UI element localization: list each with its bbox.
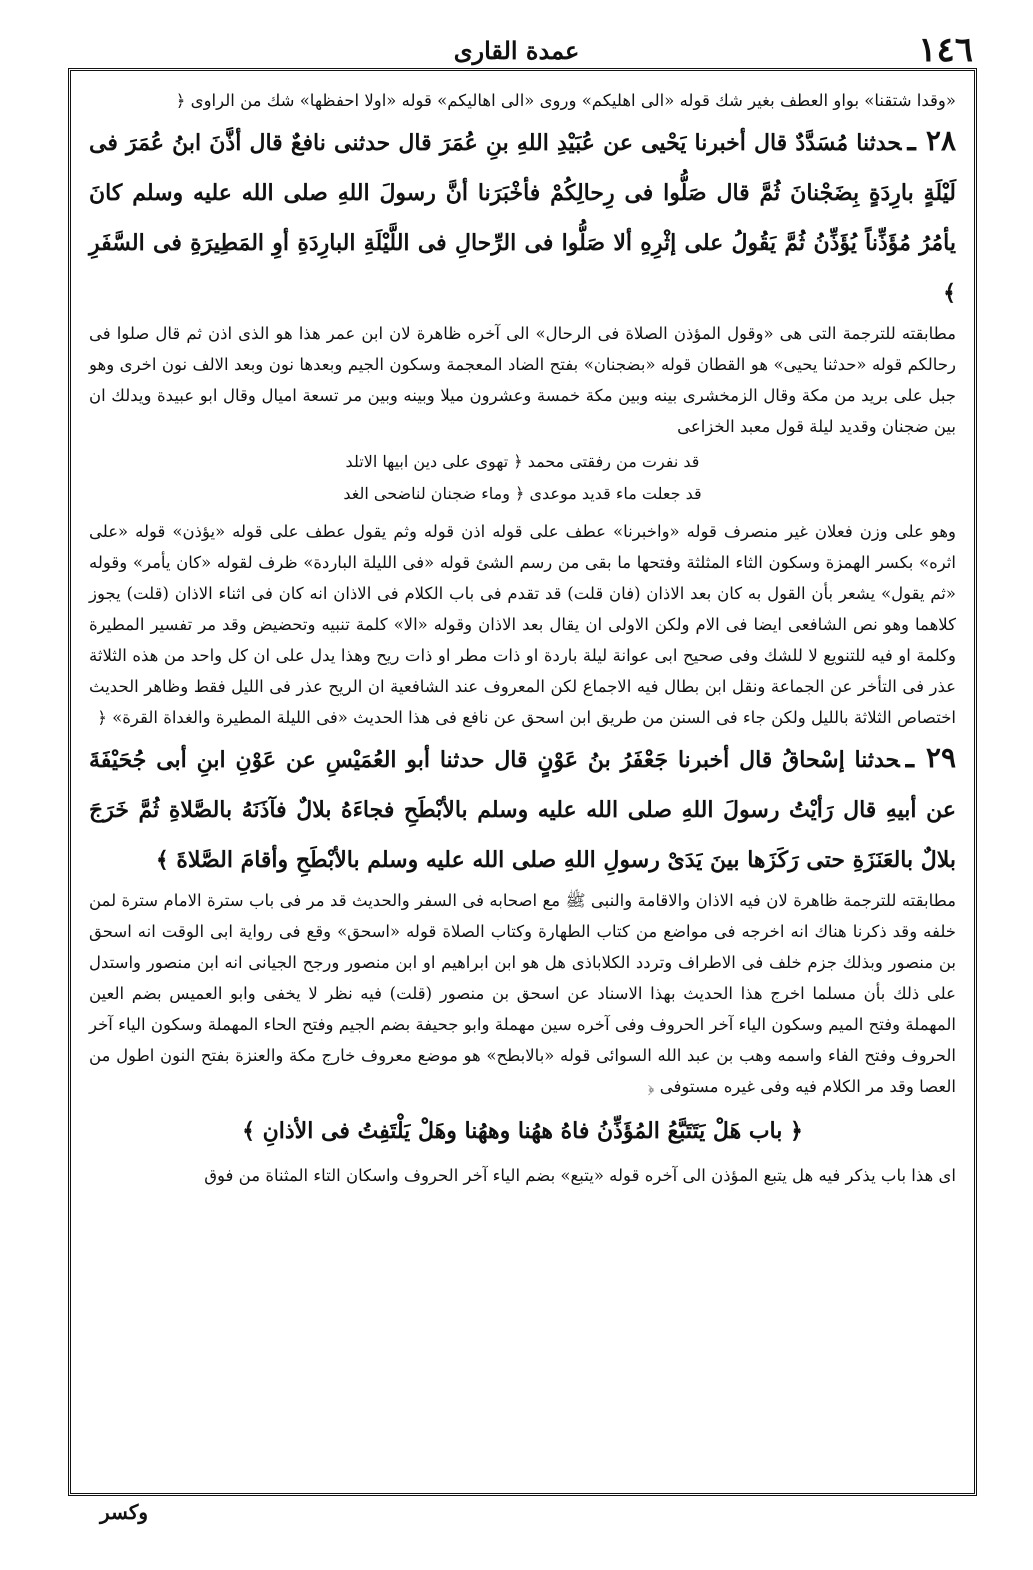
hadith-29 <box>89 733 956 885</box>
hadith-number: ٢٨ ـ <box>907 124 956 157</box>
hadith-text: حدثنا مُسَدَّدٌ قال أخبرنا يَحْيى عن عُبَيْدِ اللهِ بنِ عُمَرَ قال حدثنى نافعٌ قال أذَّنَ ابنُ عُمَرَ فى لَيْلَةٍ بارِدَةٍ بِضَجْنانَ ثُمَّ قال صَلُّوا فى رِحالِكُمْ فأخْبَرَنا أنَّ رسولَ اللهِ صلى الله عليه وسلم كانَ يأمُرُ مُؤَذِّناً يُؤَذِّنُ ثُمَّ يَقُولُ على إثْرِهِ ألا صَلُّوا فى الرِّحالِ فى اللَّيْلَةِ البارِدَةِ أوِ المَطِيرَةِ فى السَّفَرِ ﴾ <box>89 130 956 306</box>
commentary-paragraph: «وقدا شتقنا» بواو العطف بغير شك قوله «الى اهليكم» وروى «الى اهاليكم» قوله «اولا احفظها» شك من الراوى ﴿ <box>175 91 956 110</box>
commentary-paragraph: مطابقته للترجمة التى هى «وقول المؤذن الصلاة فى الرحال» الى آخره ظاهرة لان ابن عمر هذا هو الذى اذن ثم قال صلوا فى رحالكم قوله «حدثنا يحيى» هو القطان قوله «بضجنان» بفتح الضاد المعجمة وسكون الجيم وبعدها نون وبعد الالف نون اخرى وهو جبل على بريد من مكة وقال الزمخشرى بينه وبين مكة خمسة وعشرون ميلا وبينه وبين مر تسعة اميال وقال ابو عبيدة ويدلك ان بين ضجنان وقديد ليلة قول معبد الخزاعى <box>89 324 956 436</box>
hadith-28 <box>89 116 956 318</box>
commentary-paragraph: وهو على وزن فعلان غير منصرف قوله «واخبرنا» عطف على قوله اذن قوله وثم يقول عطف على قوله «يؤذن» قوله «على اثره» بكسر الهمزة وسكون الثاء المثلثة وفتحها ما بقى من رسم الشئ قوله «فى الليلة الباردة» ظرف لقوله «كان يأمر» وقوله «ثم يقول» يشعر بأن القول به كان بعد الاذان (فان قلت) قد تقدم فى باب الكلام فى الاذان انه كان فى اثناء الاذان (قلت) يجوز كلاهما وهو نص الشافعى ايضا فى الام ولكن الاولى ان يقال بعد الاذان وقوله «الا» كلمة تنبيه وتحضيض وقد مر تفسير المطيرة وكلمة او فيه للتنويع لا للشك وفى صحيح ابى عوانة ليلة باردة او ذات مطر او ذات ريح وهذا يدل على ان كل واحد من هذه الثلاثة عذر فى التأخر عن الجماعة ونقل ابن بطال فيه الاجماع لكن المعروف عند الشافعية ان الريح عذر فى الليل فقط وظاهر الحديث اختصاص الثلاثة بالليل ولكن جاء فى السنن من طريق ابن اسحق عن نافع فى هذا الحديث «فى الليلة المطيرة والغداة القرة» ﴿ <box>89 522 956 727</box>
hadith-number: ٢٩ ـ <box>905 741 956 774</box>
verse-line: قد نفرت من رفقتى محمد ﴿ تهوى على دين ابيها الاتلد <box>345 452 700 471</box>
verse-line: قد جعلت ماء قديد موعدى ﴿ وماء ضجنان لناضحى الغد <box>343 484 702 503</box>
commentary-paragraph: اى هذا باب يذكر فيه هل يتبع المؤذن الى آخره قوله «يتبع» بضم الياء آخر الحروف واسكان التاء المثناة من فوق <box>204 1166 956 1185</box>
commentary-paragraph: مطابقته للترجمة ظاهرة لان فيه الاذان والاقامة والنبى ﷺ مع اصحابه فى السفر والحديث قد مر فى باب سترة الامام سترة لمن خلفه وقد ذكرنا هناك انه اخرجه فى مواضع من كتاب الطهارة وكتاب الصلاة قوله «اسحق» وقع فى رواية ابى الوقت انه اسحق بن منصور وبذلك جزم خلف فى الاطراف وتردد الكلاباذى هل هو ابن ابراهيم او ابن منصور ورجح الجيانى انه ابن منصور واستدل على ذلك بأن مسلما اخرج هذا الحديث بهذا الاسناد عن اسحق بن منصور (قلت) فيه نظر لا يخفى وابو العميس بضم العين المهملة وفتح الميم وسكون الياء آخر الحروف وفى آخره سين مهملة وابو جحيفة بضم الجيم وفتح الحاء المهملة وسكون الياء آخر الحروف وفتح الفاء واسمه وهب بن عبد الله السوائى قوله «بالابطح» هو موضع معروف خارج مكة والعنزة بفتح النون اطول من العصا وقد مر الكلام فيه وفى غيره مستوفى ﴿ <box>89 891 956 1096</box>
poetry-verses <box>89 446 956 510</box>
catchword: وكسر <box>100 1500 149 1524</box>
hadith-text: حدثنا إسْحاقُ قال أخبرنا جَعْفَرُ بنُ عَوْنٍ قال حدثنا أبو العُمَيْسِ عن عَوْنِ ابنِ أبى جُحَيْفَةَ عن أبيهِ قال رَأيْتُ رسولَ اللهِ صلى الله عليه وسلم بالأبْطَحِ فجاءَهُ بلالٌ فآذَنَهُ بالصَّلاةِ ثُمَّ خَرَجَ بلالٌ بالعَنَزَةِ حتى رَكَزَها بينَ يَدَىْ رسولِ اللهِ صلى الله عليه وسلم بالأبْطَحِ وأقامَ الصَّلاةَ ﴾ <box>89 747 956 873</box>
chapter-heading: ﴿ باب هَلْ يَتَتَبَّعُ المُؤَذِّنُ فاهُ ههُنا وههُنا وهَلْ يَلْتَفِتُ فى الأذانِ ﴾ <box>242 1118 803 1144</box>
text-frame <box>68 68 977 1496</box>
page-number: ١٤٦ <box>918 30 973 70</box>
running-title: عمدة القارى <box>453 36 580 65</box>
